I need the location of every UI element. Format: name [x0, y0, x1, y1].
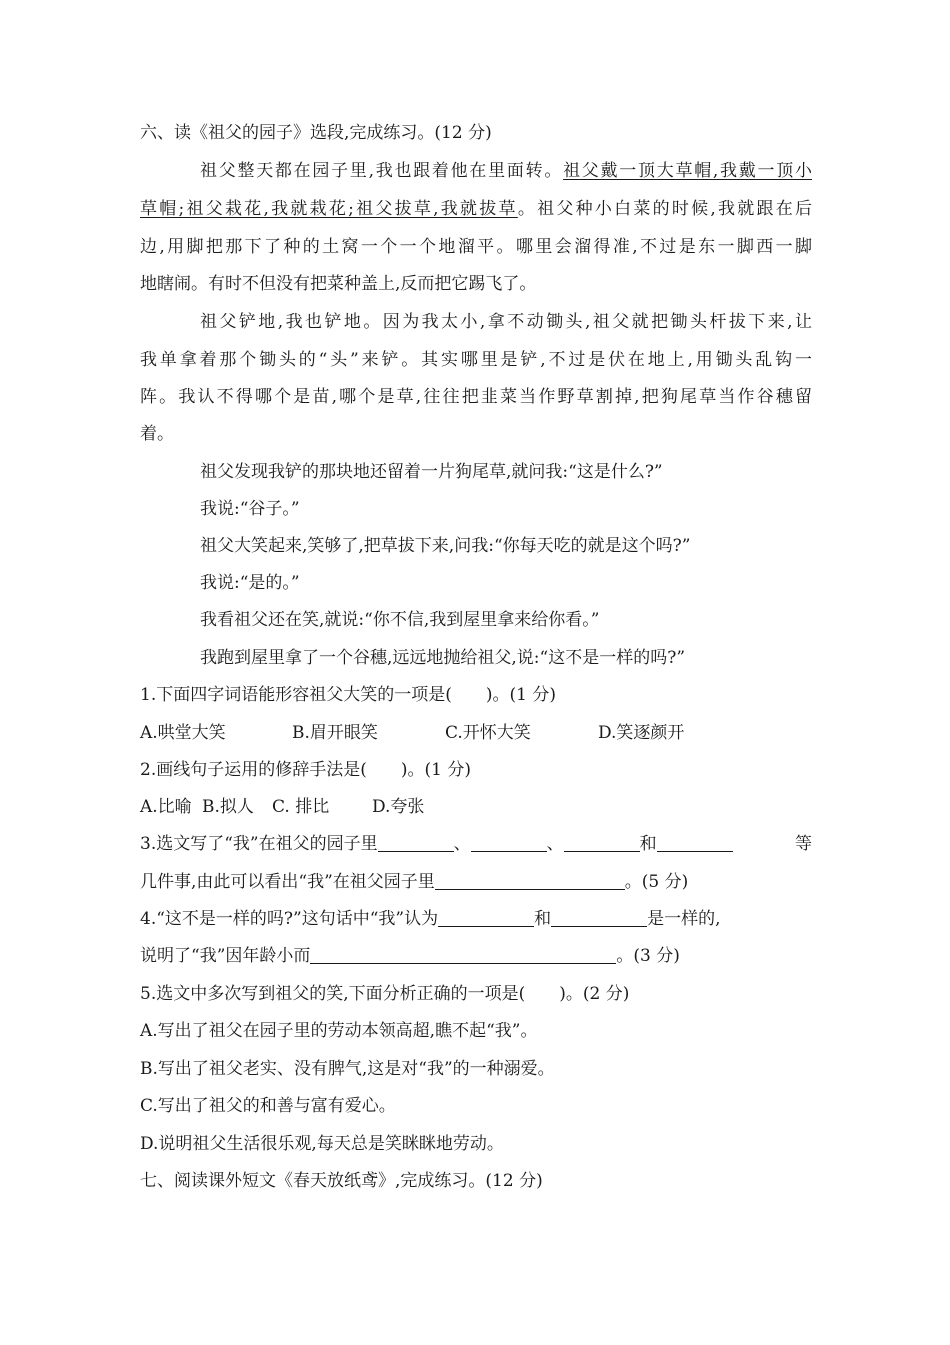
answer-blank[interactable] [471, 833, 547, 852]
question-3-score: 。(5 分) [624, 872, 689, 892]
passage-p1-line3: 边,用脚把那下了种的土窝一个一个地溜平。哪里会溜得准,不过是东一脚西一脚 [140, 237, 812, 257]
section-6-heading: 六、读《祖父的园子》选段,完成练习。(12 分) [140, 123, 492, 143]
option-c: C. 排比 [272, 797, 330, 817]
question-3-text: 几件事,由此可以看出“我”在祖父园子里 [140, 872, 435, 892]
section-7-heading: 七、阅读课外短文《春天放纸鸢》,完成练习。(12 分) [140, 1171, 543, 1191]
passage-p7: 我看祖父还在笑,就说:“你不信,我到屋里拿来给你看。” [200, 610, 600, 630]
passage-text: 祖父整天都在园子里,我也跟着他在里面转。 [200, 161, 564, 181]
question-5-option-c: C.写出了祖父的和善与富有爱心。 [140, 1096, 396, 1116]
answer-blank[interactable] [378, 833, 454, 852]
option-b: B.眉开眼笑 [292, 723, 378, 743]
option-b: B.拟人 [202, 797, 254, 817]
question-3-line2 [140, 870, 812, 894]
underlined-sentence: 祖父戴一顶大草帽,我戴一顶小 [563, 161, 812, 181]
option-c: C.开怀大笑 [445, 723, 531, 743]
option-a: A.哄堂大笑 [140, 723, 226, 743]
question-5-stem: 5.选文中多次写到祖父的笑,下面分析正确的一项是( )。(2 分) [140, 984, 630, 1004]
passage-p3: 祖父发现我铲的那块地还留着一片狗尾草,就问我:“这是什么?” [200, 462, 663, 482]
passage-p2-line2: 我单拿着那个锄头的“头”来铲。其实哪里是铲,不过是伏在地上,用锄头乱钩一 [140, 350, 812, 370]
separator: 、 [453, 834, 471, 854]
question-5-option-b: B.写出了祖父老实、没有脾气,这是对“我”的一种溺爱。 [140, 1059, 555, 1079]
conjunction: 和 [639, 834, 657, 854]
question-5-option-a: A.写出了祖父在园子里的劳动本领高超,瞧不起“我”。 [140, 1021, 538, 1041]
question-2-stem: 2.画线句子运用的修辞手法是( )。(1 分) [140, 760, 471, 780]
passage-p2-line3: 阵。我认不得哪个是苗,哪个是草,往往把韭菜当作野草割掉,把狗尾草当作谷穗留 [140, 387, 812, 407]
passage-p6: 我说:“是的。” [200, 573, 300, 593]
answer-blank[interactable] [435, 871, 625, 890]
question-3-etc: 等 [795, 834, 812, 854]
separator: 、 [546, 834, 564, 854]
option-a: A.比喻 [140, 797, 192, 817]
passage-p4: 我说:“谷子。” [200, 499, 300, 519]
answer-blank[interactable] [657, 833, 733, 852]
passage-p8: 我跑到屋里拿了一个谷穗,远远地抛给祖父,说:“这不是一样的吗?” [200, 648, 686, 668]
passage-p1-line1 [200, 159, 812, 183]
answer-blank[interactable] [438, 908, 534, 927]
conjunction: 和 [534, 909, 552, 929]
question-4-text: 说明了“我”因年龄小而 [140, 946, 311, 966]
option-d: D.夸张 [372, 797, 425, 817]
passage-p5: 祖父大笑起来,笑够了,把草拔下来,问我:“你每天吃的就是这个吗?” [200, 536, 691, 556]
passage-p1-line2 [140, 197, 812, 221]
answer-blank[interactable] [551, 908, 647, 927]
answer-blank[interactable] [564, 833, 640, 852]
question-3-line1 [140, 832, 812, 856]
question-5-option-d: D.说明祖父生活很乐观,每天总是笑眯眯地劳动。 [140, 1134, 504, 1154]
question-1-stem: 1.下面四字词语能形容祖父大笑的一项是( )。(1 分) [140, 685, 556, 705]
question-4-text: 是一样的, [647, 909, 721, 929]
answer-blank[interactable] [310, 945, 616, 964]
question-4-text: 4.“这不是一样的吗?”这句话中“我”认为 [140, 909, 439, 929]
question-4-line1 [140, 907, 812, 931]
option-d: D.笑逐颜开 [598, 723, 685, 743]
underlined-sentence: 草帽;祖父栽花,我就栽花;祖父拔草,我就拔草 [140, 199, 518, 219]
passage-p1-line4: 地瞎闹。有时不但没有把菜种盖上,反而把它踢飞了。 [140, 274, 537, 294]
passage-p2-line1: 祖父铲地,我也铲地。因为我太小,拿不动锄头,祖父就把锄头杆拔下来,让 [200, 312, 812, 332]
question-4-line2 [140, 944, 812, 968]
question-4-score: 。(3 分) [616, 946, 680, 966]
question-3-text: 3.选文写了“我”在祖父的园子里 [140, 834, 378, 854]
passage-text: 。祖父种小白菜的时候,我就跟在后 [517, 199, 812, 219]
passage-p2-line4: 着。 [140, 424, 174, 444]
